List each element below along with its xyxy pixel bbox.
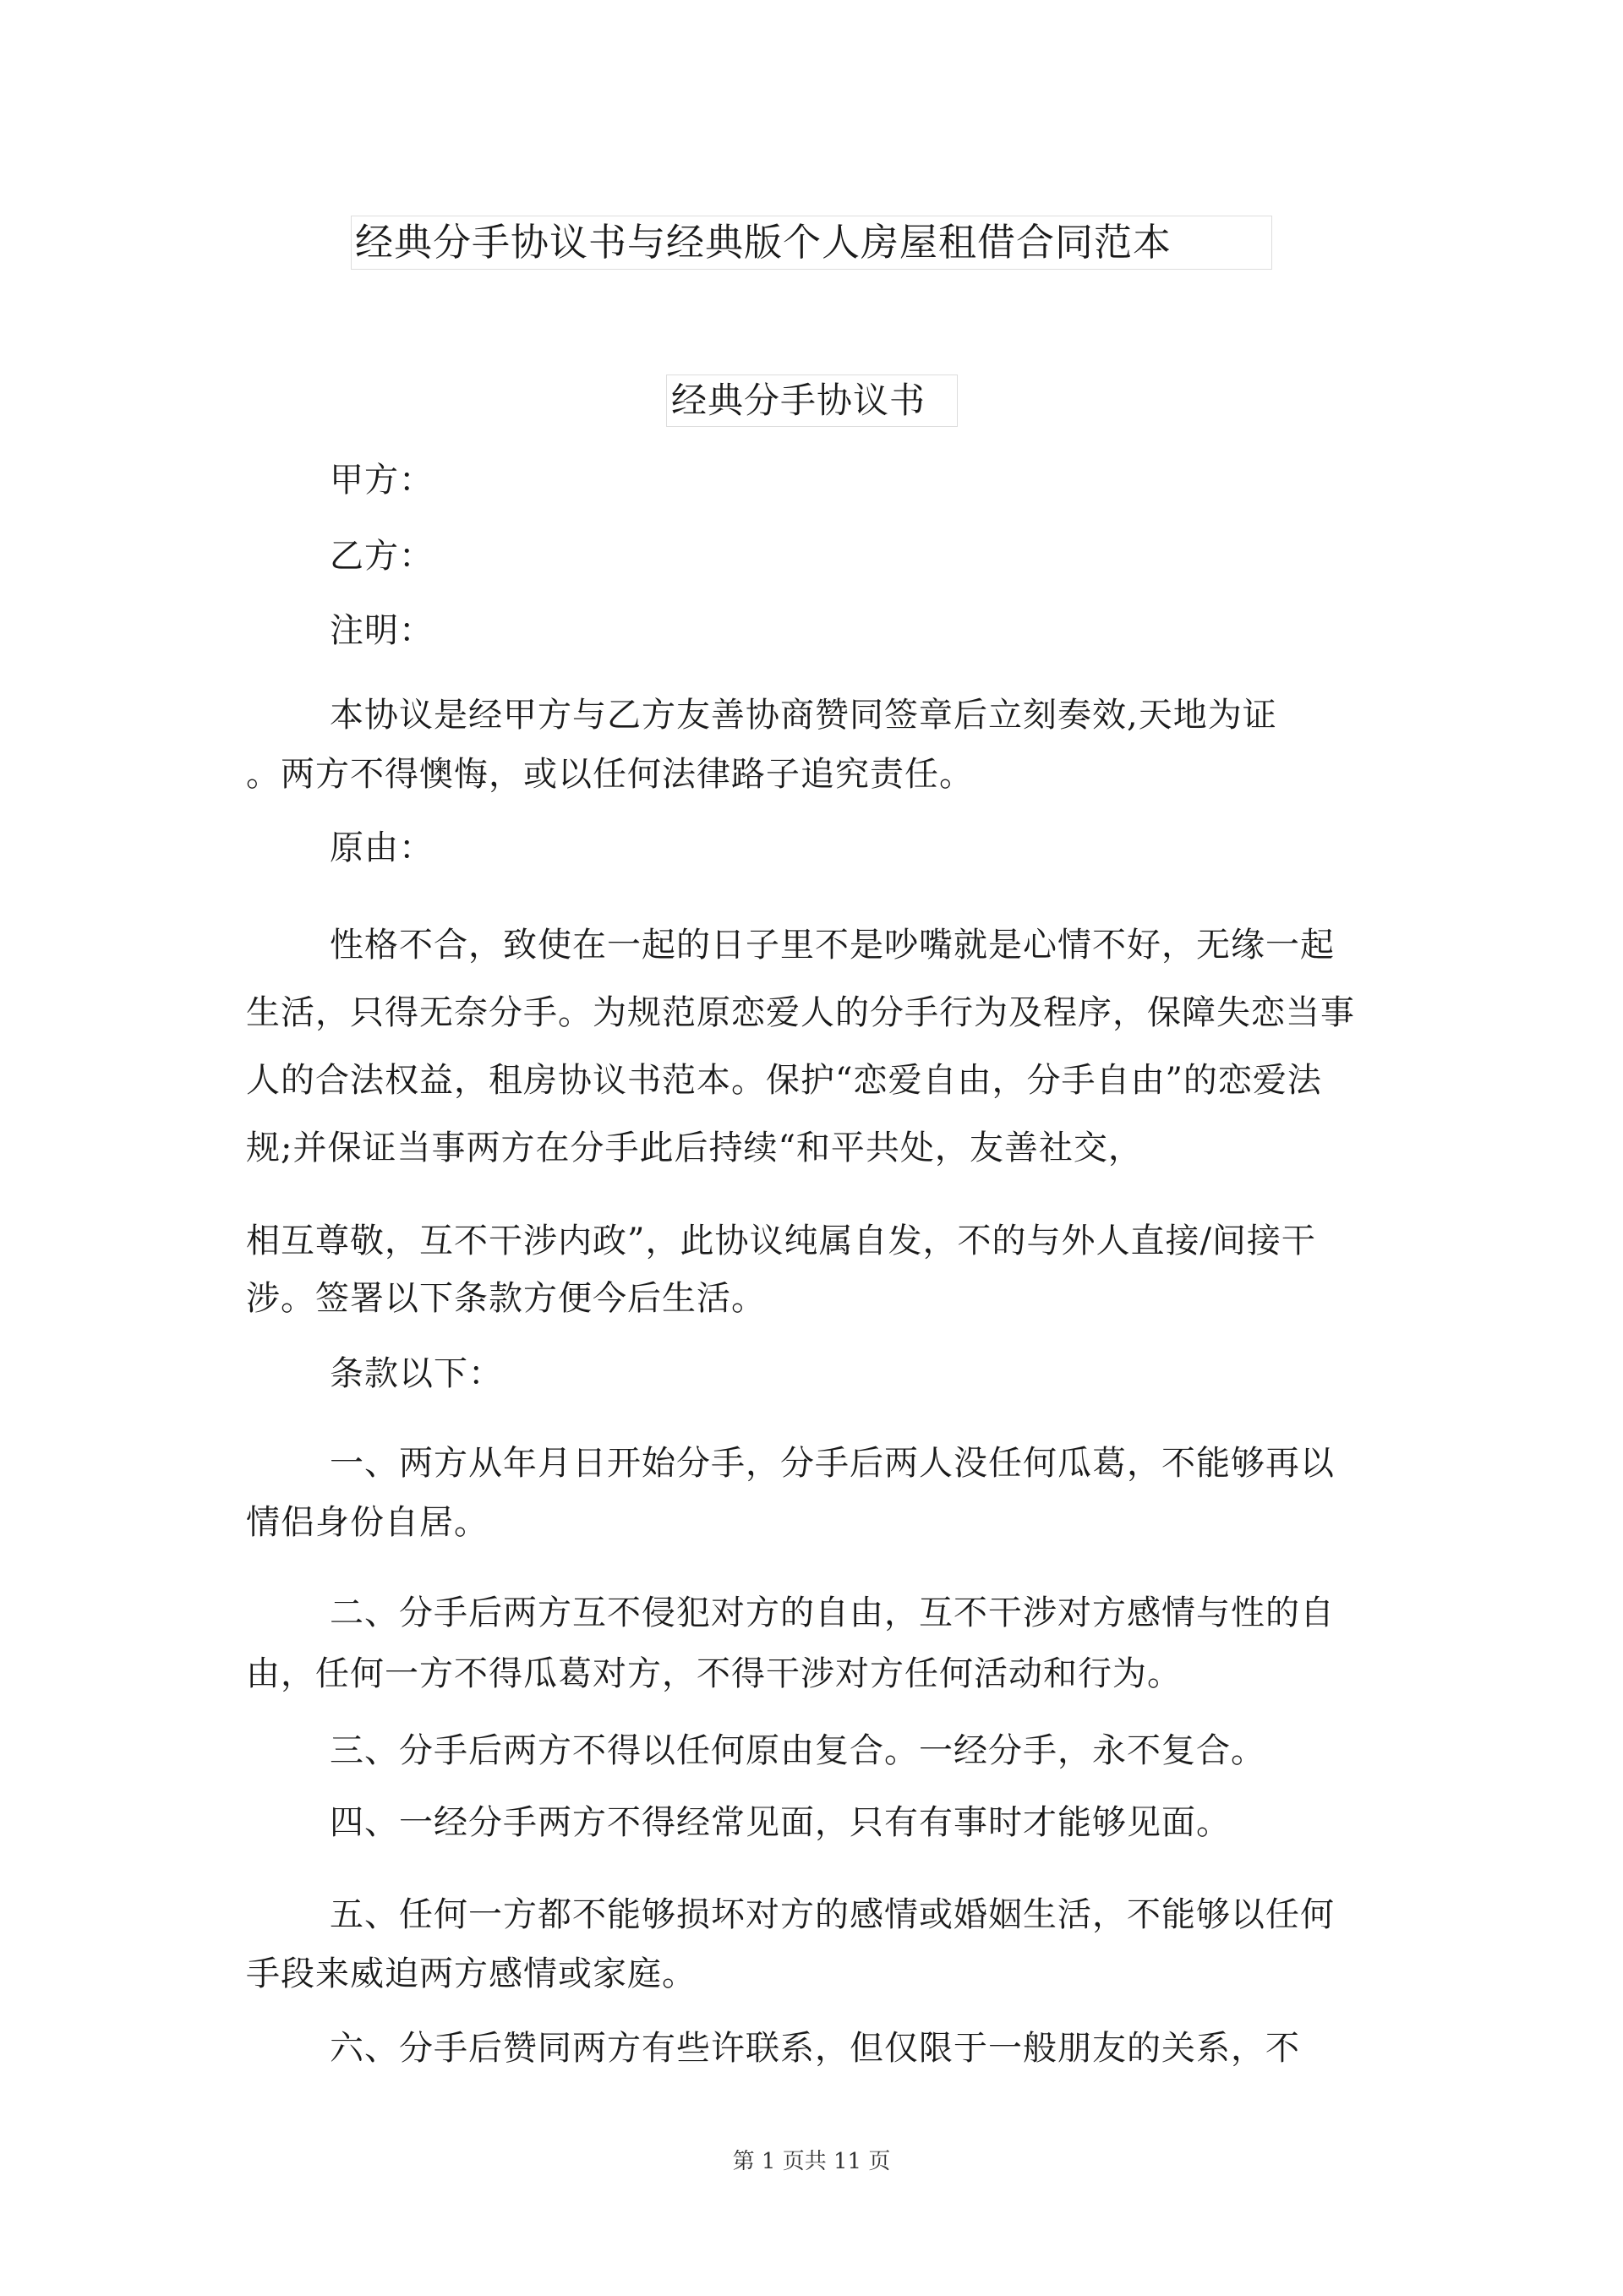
clause-line: 手段来威迫两方感情或家庭。: [246, 1954, 697, 1993]
party-a-label: 甲方：: [330, 461, 434, 500]
paragraph-line: 人的合法权益，租房协议书范本。保护“恋爱自由，分手自由”的恋爱法: [246, 1061, 1322, 1100]
note-label: 注明：: [330, 611, 434, 650]
paragraph-line: 相互尊敬，互不干涉内政”，此协议纯属自发，不的与外人直接/间接干: [246, 1222, 1316, 1260]
paragraph-line: 。两方不得懊悔，或以任何法律路子追究责任。: [246, 755, 974, 794]
clause-line: 由，任何一方不得瓜葛对方，不得干涉对方任何活动和行为。: [246, 1654, 1182, 1693]
party-b-label: 乙方：: [330, 537, 434, 576]
clause-line: 二、分手后两方互不侵犯对方的自由，互不干涉对方感情与性的自: [330, 1594, 1335, 1632]
reason-label: 原由：: [330, 828, 434, 867]
section-title: 经典分手协议书: [671, 380, 926, 421]
clause-line: 一、两方从年月日开始分手，分手后两人没任何瓜葛，不能够再以: [330, 1444, 1335, 1483]
paragraph-line: 规;并保证当事两方在分手此后持续“和平共处，友善社交，: [246, 1129, 1143, 1167]
clause-line: 情侣身份自居。: [246, 1503, 489, 1542]
document-title: 经典分手协议书与经典版个人房屋租借合同范本: [355, 220, 1172, 265]
paragraph-line: 性格不合，致使在一起的日子里不是吵嘴就是心情不好，无缘一起: [330, 926, 1335, 965]
clause-line: 三、分手后两方不得以任何原由复合。一经分手，永不复合。: [330, 1731, 1265, 1770]
paragraph-line: 涉。签署以下条款方便今后生活。: [246, 1279, 766, 1318]
page-number-footer: 第 1 页共 11 页: [732, 2149, 891, 2174]
clauses-heading: 条款以下：: [330, 1354, 503, 1393]
paragraph-line: 生活，只得无奈分手。为规范原恋爱人的分手行为及程序，保障失恋当事: [246, 993, 1355, 1032]
clause-line: 六、分手后赞同两方有些许联系，但仅限于一般朋友的关系，不: [330, 2029, 1300, 2068]
paragraph-line: 本协议是经甲方与乙方友善协商赞同签章后立刻奏效,天地为证: [330, 696, 1277, 735]
clause-line: 五、任何一方都不能够损坏对方的感情或婚姻生活，不能够以任何: [330, 1895, 1335, 1934]
clause-line: 四、一经分手两方不得经常见面，只有有事时才能够见面。: [330, 1803, 1231, 1842]
